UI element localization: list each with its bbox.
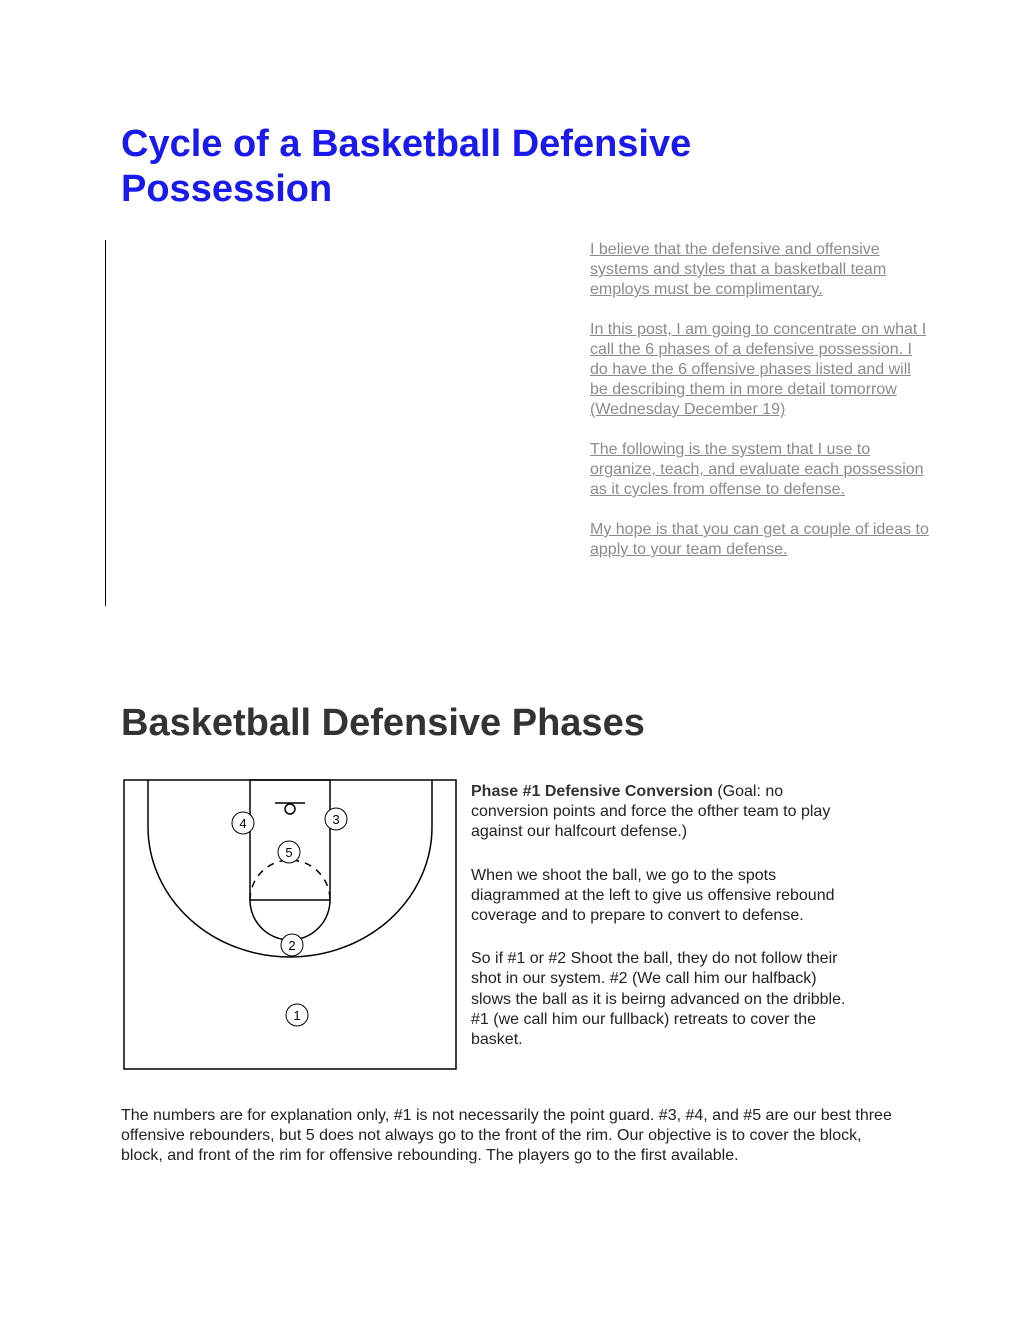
phase1-description (471, 782, 851, 1073)
image-placeholder-border (105, 240, 106, 606)
phase1-intro (471, 782, 851, 843)
phase1-heading: Phase #1 Defensive Conversion (471, 783, 713, 800)
intro-link-2[interactable]: In this post, I am going to concentrate on what I call the 6 phases of a defensive possession. I do have the 6 offensive phases listed and will be describing them in more detail tomorrow (Wednesday December 19) (590, 321, 927, 418)
page-title: Cycle of a Basketball Defensive Possession (121, 123, 692, 210)
phase1-paragraph-2: When we shoot the ball, we go to the spots diagrammed at the left to give us offensive rebound coverage and to prepare to convert to defense. (471, 866, 835, 925)
intro-text (590, 240, 930, 580)
player-2-label: 2 (288, 938, 296, 953)
phase1-goal: (Goal: no conversion points and force the ofther team to play against our halfcourt defense.) (471, 783, 831, 841)
free-throw-circle-dashed (250, 860, 330, 900)
player-1-label: 1 (293, 1008, 301, 1023)
player-1-marker (286, 1004, 308, 1026)
player-4-marker (232, 812, 254, 834)
intro-link-4[interactable]: My hope is that you can get a couple of ideas to apply to your team defense. (590, 521, 929, 558)
explanation-paragraph: The numbers are for explanation only, #1 is not necessarily the point guard. #3, #4, and #5 are our best three offensive rebounders, but 5 does not always go to the front of the rim. Our objective is to cover the block, block, and front of the rim for offensive rebounding. The players go to the first available. (121, 1107, 892, 1165)
section-title: Basketball Defensive Phases (121, 702, 645, 744)
player-5-label: 5 (285, 845, 293, 860)
intro-link-3[interactable]: The following is the system that I use to organize, teach, and evaluate each possession as it cycles from offense to defense. (590, 441, 924, 498)
player-3-label: 3 (332, 812, 340, 827)
free-throw-lane (250, 780, 330, 900)
intro-link-1[interactable]: I believe that the defensive and offensive systems and styles that a basketball team employs must be complimentary. (590, 241, 887, 298)
player-5-marker (278, 841, 300, 863)
phase1-paragraph-3: So if #1 or #2 Shoot the ball, they do not follow their shot in our system. #2 (We call him our halfback) slows the ball as it is beirng advanced on the dribble. #1 (we call him our fullback) retreats to cover the basket. (471, 950, 846, 1049)
player-3-marker (325, 808, 347, 830)
court-diagram (121, 777, 459, 1073)
player-4-label: 4 (239, 816, 247, 831)
rim (285, 804, 295, 814)
player-2-marker (281, 934, 303, 956)
court-boundary (124, 780, 456, 1069)
